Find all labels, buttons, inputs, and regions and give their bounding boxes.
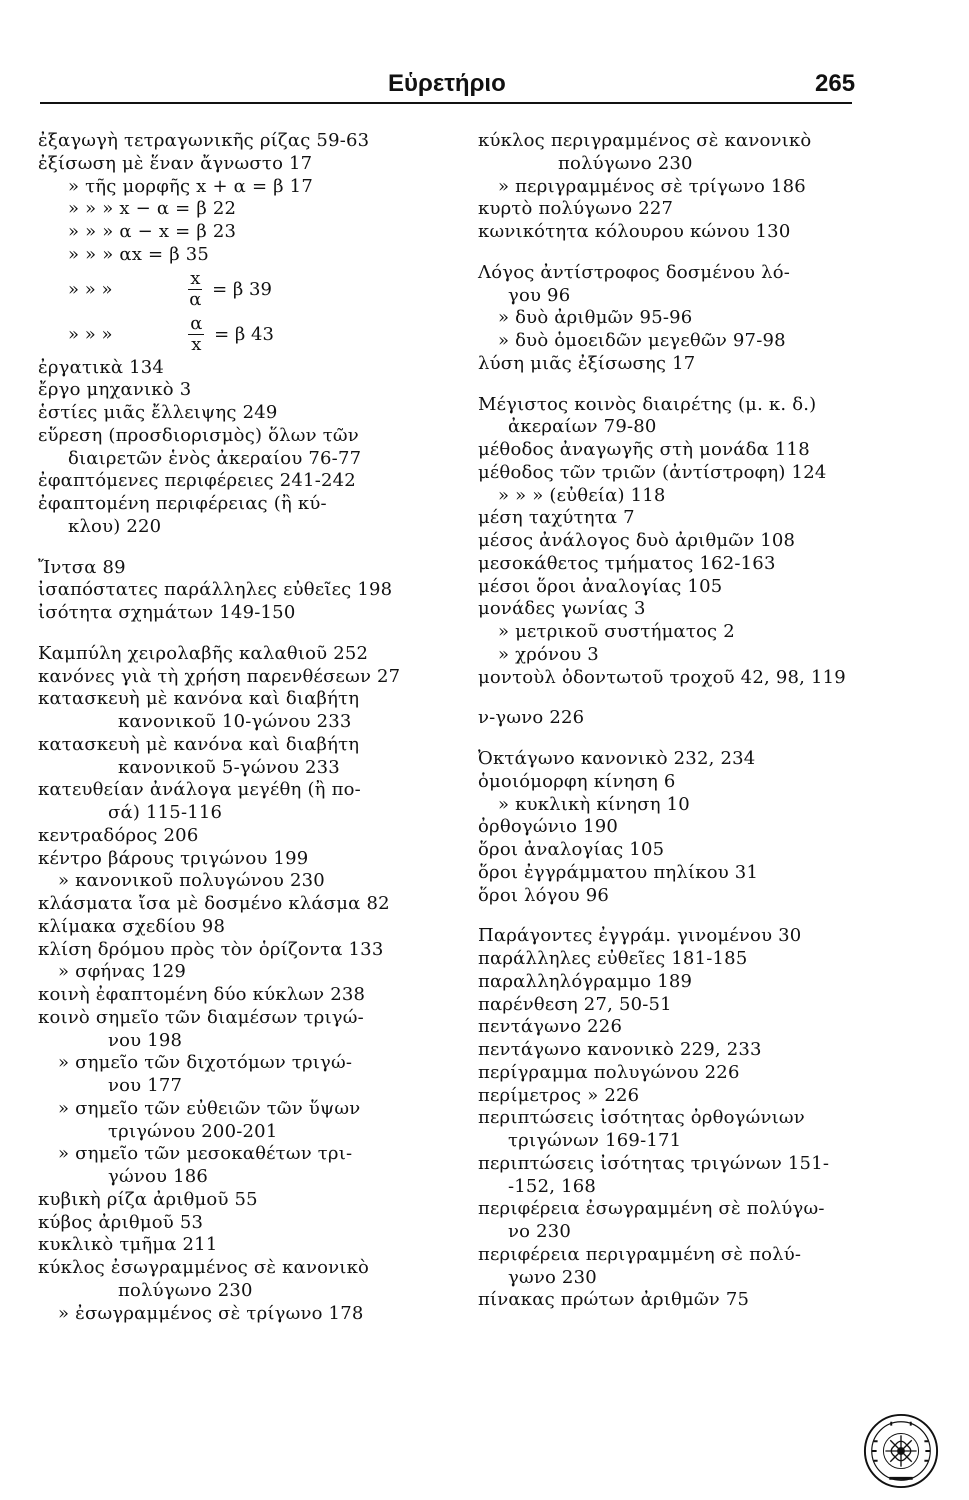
index-entry: ἑστίες μιᾶς ἔλλειψης 249 xyxy=(38,402,278,423)
fraction-denominator: α xyxy=(189,289,202,310)
index-entry: περιπτώσεις ἰσότητας τριγώνων 151- xyxy=(478,1152,830,1174)
index-entry: ἐξίσωση μὲ ἕναν ἄγνωστο 17 xyxy=(38,152,313,174)
index-entry: περιφέρεια ἐσωγραμμένη σὲ πολύγω- xyxy=(478,1198,825,1220)
index-entry: κανόνες γιὰ τὴ χρήση παρενθέσεων 27 xyxy=(38,665,401,687)
index-block-n xyxy=(478,707,868,730)
index-entry: κατασκευὴ μὲ κανόνα καὶ διαβήτη xyxy=(38,688,360,710)
index-subentry: » χρόνου 3 xyxy=(498,643,599,665)
index-entry: κατευθείαν ἀνάλογα μεγέθη (ἢ πο- xyxy=(38,779,361,801)
index-entry: » » » x − α = β 22 xyxy=(68,198,237,220)
index-entry: πίνακας πρώτων ἀριθμῶν 75 xyxy=(478,1289,750,1311)
index-subentry: » » » (εὐθεία) 118 xyxy=(498,484,666,506)
index-entry: ἐξαγωγὴ τετραγωνικῆς ρίζας 59-63 xyxy=(38,130,370,151)
index-entry-continuation: γώνου 186 xyxy=(108,1166,209,1187)
index-entry: Λόγος ἀντίστροφος δοσμένου λό- xyxy=(478,261,791,283)
index-entry: κύκλος περιγραμμένος σὲ κανονικὸ xyxy=(478,130,812,151)
running-title: Εὑρετήριο xyxy=(388,70,506,97)
index-entry: κέντρο βάρους τριγώνου 199 xyxy=(38,847,309,869)
index-entry: κύκλος ἐσωγραμμένος σὲ κανονικὸ xyxy=(38,1257,370,1278)
index-entry-continuation: γωνο 230 xyxy=(508,1266,597,1288)
index-entry: μέθοδος τῶν τριῶν (ἀντίστροφη) 124 xyxy=(478,461,827,483)
index-entry: κοινὴ ἐφαπτομένη δύο κύκλων 238 xyxy=(38,984,366,1005)
index-entry: περίγραμμα πολυγώνου 226 xyxy=(478,1061,740,1083)
index-entry: ὁμοιόμορφη κίνηση 6 xyxy=(478,770,676,792)
index-entry: κύβος ἀριθμοῦ 53 xyxy=(38,1211,204,1233)
index-block-o xyxy=(478,748,868,907)
index-entry: ἔργο μηχανικὸ 3 xyxy=(38,379,192,401)
index-entry-continuation: κανονικοῦ 5-γώνου 233 xyxy=(118,756,340,778)
index-entry: εὕρεση (προσδιορισμὸς) ὅλων τῶν xyxy=(38,424,359,446)
index-entry: ἐφαπτομένη περιφέρειας (ἢ κύ- xyxy=(38,493,327,514)
index-entry: » » » αx = β 35 xyxy=(68,243,210,265)
index-entry-continuation: σά) 115-116 xyxy=(108,802,223,823)
index-entry: κλίση δρόμου πρὸς τὸν ὁρίζοντα 133 xyxy=(38,938,384,960)
index-entry: περιπτώσεις ἰσότητας ὀρθογώνιων xyxy=(478,1107,805,1129)
index-subentry: » περιγραμμένος σὲ τρίγωνο 186 xyxy=(498,175,806,197)
index-entry: ἐργατικὰ 134 xyxy=(38,356,165,378)
index-entry-continuation: νου 198 xyxy=(108,1029,183,1051)
index-entry: κυρτὸ πολύγωνο 227 xyxy=(478,198,674,220)
index-entry-continuation: νο 230 xyxy=(508,1221,572,1242)
index-entry: ἰσότητα σχημάτων 149-150 xyxy=(38,602,296,623)
index-entry: ἰσαπόστατες παράλληλες εὐθεῖες 198 xyxy=(38,579,393,601)
ditto-marks: » » » xyxy=(68,278,113,300)
index-entry: μέσοι ὅροι ἀναλογίας 105 xyxy=(478,575,723,597)
fraction xyxy=(188,269,202,310)
fraction xyxy=(188,314,204,355)
index-subentry: » σημεῖο τῶν διχοτόμων τριγώ- xyxy=(58,1052,353,1074)
fraction-numerator: α xyxy=(190,313,203,334)
index-entry: περίμετρος » 226 xyxy=(478,1084,640,1106)
fraction-rest: = β 39 xyxy=(212,278,272,300)
page-header xyxy=(0,62,969,106)
index-entry: κεντραδόρος 206 xyxy=(38,824,199,846)
index-entry: ν-γωνο 226 xyxy=(478,707,585,729)
index-entry: κωνικότητα κόλουρου κώνου 130 xyxy=(478,221,791,242)
index-entry-fraction xyxy=(38,312,418,357)
index-entry-continuation: τριγώνων 169-171 xyxy=(508,1130,682,1151)
index-entry-continuation: κανονικοῦ 10-γώνου 233 xyxy=(118,711,352,732)
index-entry: λύση μιᾶς ἐξίσωσης 17 xyxy=(478,352,696,374)
index-entry-continuation: γου 96 xyxy=(508,284,571,306)
index-entry-continuation: πολύγωνο 230 xyxy=(118,1279,253,1301)
index-block-i xyxy=(38,557,418,625)
index-entry: μέθοδος ἀναγωγῆς στὴ μονάδα 118 xyxy=(478,439,810,460)
index-block-e xyxy=(38,130,418,539)
index-subentry: » σφήνας 129 xyxy=(58,961,187,983)
index-entry: μεσοκάθετος τμήματος 162-163 xyxy=(478,552,776,574)
left-column xyxy=(38,130,418,1325)
index-entry: » » » α − x = β 23 xyxy=(68,221,237,242)
index-entry-continuation: ἀκεραίων 79-80 xyxy=(508,416,657,438)
index-entry-continuation: -152, 168 xyxy=(508,1175,597,1197)
index-entry: Μέγιστος κοινὸς διαιρέτης (μ. κ. δ.) xyxy=(478,393,817,415)
index-subentry: » σημεῖο τῶν εὐθειῶν τῶν ὕψων xyxy=(58,1097,361,1119)
index-entry: πεντάγωνο 226 xyxy=(478,1016,623,1038)
index-block-m xyxy=(478,394,868,690)
page-number: 265 xyxy=(815,70,856,97)
index-entry: κατασκευὴ μὲ κανόνα καὶ διαβήτη xyxy=(38,733,360,755)
index-entry: Παράγοντες ἐγγράμ. γινομένου 30 xyxy=(478,925,802,947)
index-subentry: » ἐσωγραμμένος σὲ τρίγωνο 178 xyxy=(58,1302,364,1324)
index-entry: » τῆς μορφῆς x + α = β 17 xyxy=(68,175,313,197)
header-rule xyxy=(40,102,852,104)
index-entry: κλάσματα ἴσα μὲ δοσμένο κλάσμα 82 xyxy=(38,893,390,914)
index-block-k-cont xyxy=(478,130,868,244)
index-entry-continuation: τριγώνου 200-201 xyxy=(108,1120,278,1142)
index-block-p xyxy=(478,925,868,1312)
index-entry-continuation: κλου) 220 xyxy=(68,515,162,537)
index-entry: παραλληλόγραμμο 189 xyxy=(478,970,693,992)
index-entry: Ἴντσα 89 xyxy=(38,556,126,578)
index-entry: ὅροι λόγου 96 xyxy=(478,884,610,906)
index-subentry: » κανονικοῦ πολυγώνου 230 xyxy=(58,870,325,892)
index-entry-continuation: πολύγωνο 230 xyxy=(558,152,693,174)
index-entry-continuation: νου 177 xyxy=(108,1075,183,1096)
index-entry: ἐφαπτόμενες περιφέρειες 241-242 xyxy=(38,470,356,492)
index-entry: παρένθεση 27, 50-51 xyxy=(478,993,672,1015)
index-entry: κλίμακα σχεδίου 98 xyxy=(38,915,226,937)
index-entry: κυκλικὸ τμῆμα 211 xyxy=(38,1234,218,1256)
index-entry: μέση ταχύτητα 7 xyxy=(478,507,635,529)
index-entry: μονάδες γωνίας 3 xyxy=(478,598,646,620)
index-entry: ὀρθογώνιο 190 xyxy=(478,816,619,838)
index-entry: Ὀκτάγωνο κανονικὸ 232, 234 xyxy=(478,748,756,769)
index-subentry: » δυὸ ὁμοειδῶν μεγεθῶν 97-98 xyxy=(498,330,786,351)
index-entry: ὅροι ἐγγράμματου πηλίκου 31 xyxy=(478,861,759,883)
right-column xyxy=(478,130,868,1312)
index-entry: Καμπύλη χειρολαβῆς καλαθιοῦ 252 xyxy=(38,642,369,664)
index-entry: κυβικὴ ρίζα ἀριθμοῦ 55 xyxy=(38,1188,258,1210)
index-entry: μέσος ἀνάλογος δυὸ ἀριθμῶν 108 xyxy=(478,530,796,551)
fraction-denominator: x xyxy=(191,334,202,355)
index-block-l xyxy=(478,262,868,376)
index-entry: πεντάγωνο κανονικὸ 229, 233 xyxy=(478,1039,762,1060)
index-entry: μοντοὺλ ὀδοντωτοῦ τροχοῦ 42, 98, 119 xyxy=(478,666,846,688)
index-subentry: » δυὸ ἀριθμῶν 95-96 xyxy=(498,307,693,329)
index-entry: ὅροι ἀναλογίας 105 xyxy=(478,839,665,860)
index-subentry: » μετρικοῦ συστήματος 2 xyxy=(498,621,735,642)
index-subentry: » σημεῖο τῶν μεσοκαθέτων τρι- xyxy=(58,1143,353,1165)
index-block-k xyxy=(38,643,418,1326)
ditto-marks: » » » xyxy=(68,323,113,345)
fraction-rest: = β 43 xyxy=(214,323,274,345)
library-seal-icon xyxy=(862,1412,940,1490)
fraction-numerator: x xyxy=(190,268,201,289)
index-entry: κοινὸ σημεῖο τῶν διαμέσων τριγώ- xyxy=(38,1006,364,1028)
index-subentry: » κυκλικὴ κίνηση 10 xyxy=(498,793,690,815)
index-entry: παράλληλες εὐθεῖες 181-185 xyxy=(478,948,748,969)
index-entry-fraction xyxy=(38,267,418,312)
index-entry-continuation: διαιρετῶν ἑνὸς ἀκεραίου 76-77 xyxy=(68,447,362,469)
index-entry: περιφέρεια περιγραμμένη σὲ πολύ- xyxy=(478,1243,802,1265)
